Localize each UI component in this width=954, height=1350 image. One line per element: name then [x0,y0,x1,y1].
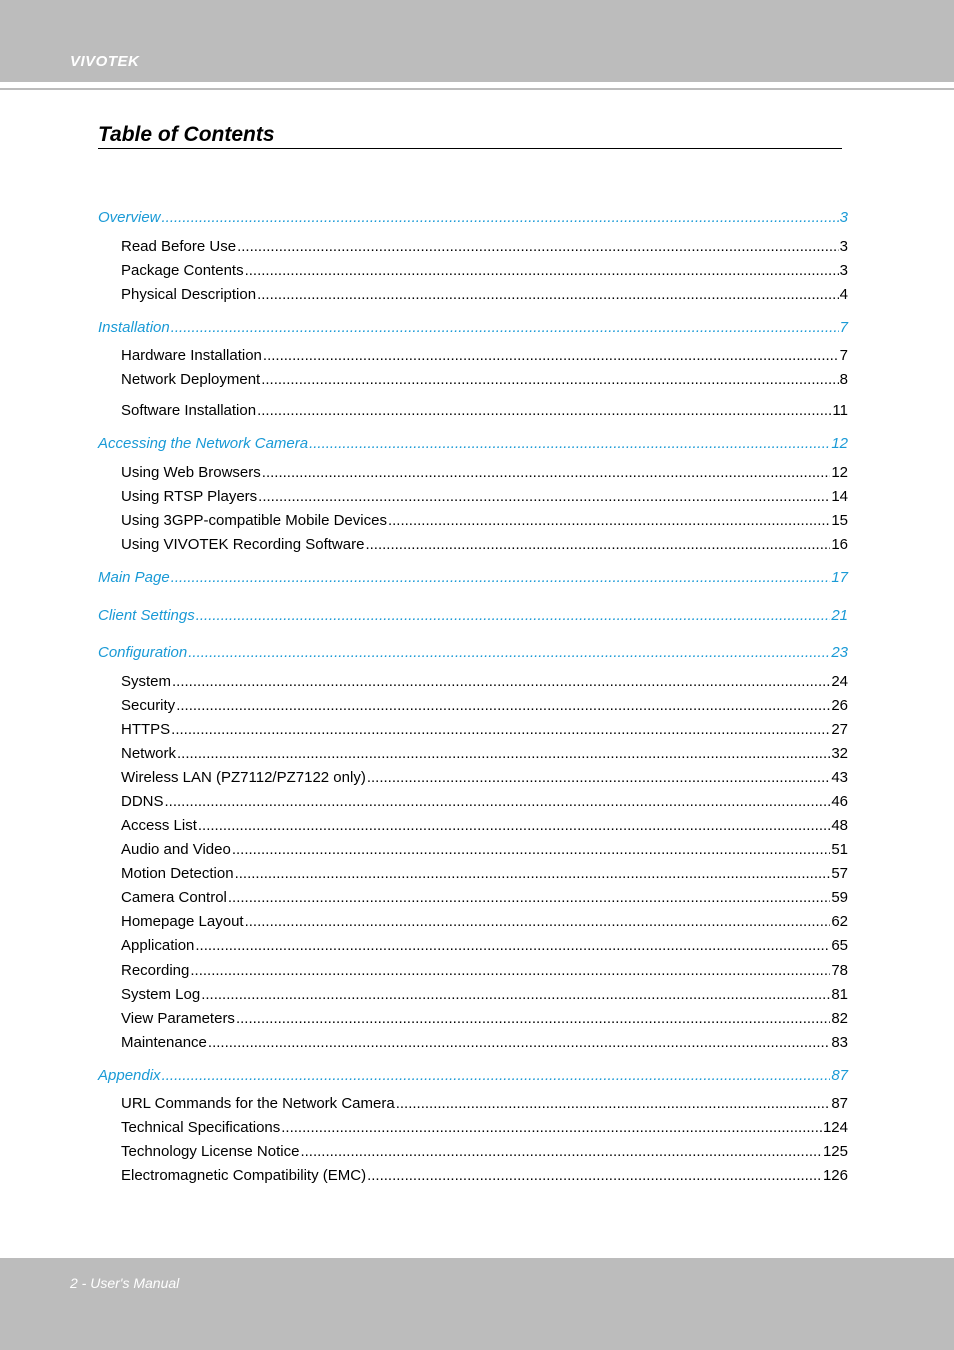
toc-page-number: 78 [831,962,848,979]
toc-page-number: 12 [831,435,848,452]
toc-page-number: 27 [831,721,848,738]
toc-entry-network[interactable] [121,744,848,764]
toc-entry-view-parameters[interactable] [121,1009,848,1029]
toc-entry-label: Network [121,745,177,762]
toc-entry-technical-specifications[interactable] [121,1118,848,1138]
toc-entry-label: System Log [121,986,201,1003]
toc-entry-label: Using RTSP Players [121,488,258,505]
dot-leader [245,261,839,281]
toc-entry-label: Main Page [98,569,170,586]
toc-entry-system[interactable] [121,672,848,692]
brand-logo-text: VIVOTEK [70,53,140,70]
dot-leader [396,1094,831,1114]
dot-leader [196,606,831,626]
dot-leader [281,1118,822,1138]
toc-entry-label: Motion Detection [121,865,234,882]
toc-entry-label: Configuration [98,644,188,661]
toc-entry-system-log[interactable] [121,985,848,1005]
toc-entry-using-web-browsers[interactable] [121,463,848,483]
toc-section-client-settings[interactable] [98,606,848,626]
toc-entry-label: Appendix [98,1067,161,1084]
toc-entry-network-deployment[interactable] [121,370,848,390]
toc-entry-maintenance[interactable] [121,1033,848,1053]
page-number-footer: 2 - User's Manual [70,1275,180,1291]
toc-page-number: 87 [831,1095,848,1112]
toc-page-number: 48 [831,817,848,834]
toc-entry-label: Installation [98,319,170,336]
dot-leader [309,434,830,454]
toc-entry-using-vivotek-recording-software[interactable] [121,535,848,555]
toc-page-number: 32 [831,745,848,762]
toc-page-number: 82 [831,1010,848,1027]
toc-entry-label: Using Web Browsers [121,464,261,481]
toc-page-number: 81 [831,986,848,1003]
header-divider [0,88,954,90]
toc-entry-physical-description[interactable] [121,285,848,305]
toc-entry-label: Package Contents [121,262,244,279]
toc-entry-label: Overview [98,209,161,226]
dot-leader [236,1009,830,1029]
toc-page-number: 7 [839,347,848,364]
dot-leader [171,318,839,338]
toc-entry-electromagnetic-compatibility-emc[interactable] [121,1166,848,1186]
dot-leader [263,346,839,366]
toc-entry-label: System [121,673,172,690]
toc-entry-technology-license-notice[interactable] [121,1142,848,1162]
toc-page-number: 51 [831,841,848,858]
toc-page-number: 124 [822,1119,848,1136]
toc-entry-label: Audio and Video [121,841,231,858]
toc-page-number: 3 [839,209,848,226]
toc-entry-hardware-installation[interactable] [121,346,848,366]
toc-entry-url-commands-for-the-network-camera[interactable] [121,1094,848,1114]
dot-leader [365,535,830,555]
toc-section-configuration[interactable] [98,643,848,663]
toc-page-number: 65 [831,937,848,954]
toc-page-number: 62 [831,913,848,930]
dot-leader [300,1142,822,1162]
toc-page-number: 87 [831,1067,848,1084]
toc-entry-label: Security [121,697,176,714]
toc-section-installation[interactable] [98,318,848,338]
toc-entry-label: HTTPS [121,721,171,738]
toc-entry-label: Physical Description [121,286,257,303]
toc-section-main-page[interactable] [98,568,848,588]
toc-page-number: 11 [832,402,848,419]
toc-entry-label: Hardware Installation [121,347,262,364]
dot-leader [198,816,830,836]
toc-page-number: 21 [831,607,848,624]
toc-entry-label: Application [121,937,195,954]
dot-leader [195,936,830,956]
toc-page-number: 126 [822,1167,848,1184]
toc-page-number: 83 [831,1034,848,1051]
toc-entry-label: Electromagnetic Compatibility (EMC) [121,1167,367,1184]
footer-bar [0,1258,954,1350]
dot-leader [245,912,831,932]
toc-page-number: 8 [839,371,848,388]
toc-entry-label: Camera Control [121,889,227,906]
toc-page-number: 15 [831,512,848,529]
toc-entry-camera-control[interactable] [121,888,848,908]
dot-leader [188,643,830,663]
toc-entry-application[interactable] [121,936,848,956]
toc-entry-access-list[interactable] [121,816,848,836]
dot-leader [228,888,830,908]
toc-entry-security[interactable] [121,696,848,716]
dot-leader [388,511,830,531]
toc-page-number: 43 [831,769,848,786]
toc-entry-https[interactable] [121,720,848,740]
toc-section-overview[interactable] [98,208,848,228]
toc-page-number: 26 [831,697,848,714]
dot-leader [367,1166,822,1186]
dot-leader [237,237,839,257]
toc-entry-wireless-lan-pz7112-pz7122-only[interactable] [121,768,848,788]
toc-entry-package-contents[interactable] [121,261,848,281]
page-title: Table of Contents [98,122,842,149]
toc-page-number: 16 [831,536,848,553]
toc-page-number: 24 [831,673,848,690]
toc-page-number: 46 [831,793,848,810]
toc-entry-software-installation[interactable] [121,401,848,421]
dot-leader [257,401,831,421]
toc-entry-homepage-layout[interactable] [121,912,848,932]
toc-page-number: 57 [831,865,848,882]
toc-entry-label: Recording [121,962,190,979]
toc-entry-label: Accessing the Network Camera [98,435,309,452]
toc-entry-read-before-use[interactable] [121,237,848,257]
toc-entry-ddns[interactable] [121,792,848,812]
toc-entry-label: Software Installation [121,402,257,419]
dot-leader [165,792,831,812]
toc-page-number: 4 [839,286,848,303]
toc-entry-motion-detection[interactable] [121,864,848,884]
dot-leader [162,208,839,228]
dot-leader [235,864,831,884]
dot-leader [208,1033,830,1053]
dot-leader [171,568,831,588]
dot-leader [257,285,839,305]
toc-entry-using-3gpp-compatible-mobile-devices[interactable] [121,511,848,531]
toc-entry-label: Read Before Use [121,238,237,255]
toc-page-number: 14 [831,488,848,505]
toc-page-number: 17 [831,569,848,586]
dot-leader [258,487,830,507]
toc-page-number: 3 [839,238,848,255]
toc-entry-label: Network Deployment [121,371,261,388]
toc-page-number: 12 [831,464,848,481]
toc-entry-label: URL Commands for the Network Camera [121,1095,395,1112]
toc-page-number: 59 [831,889,848,906]
toc-page-number: 125 [822,1143,848,1160]
dot-leader [201,985,830,1005]
dot-leader [177,744,830,764]
dot-leader [172,672,830,692]
dot-leader [162,1066,831,1086]
toc-entry-label: Technical Specifications [121,1119,281,1136]
toc-page-number: 3 [839,262,848,279]
toc-entry-using-rtsp-players[interactable] [121,487,848,507]
toc-page-number: 23 [831,644,848,661]
dot-leader [262,463,831,483]
toc-page-number: 7 [839,319,848,336]
dot-leader [261,370,838,390]
toc-entry-label: Maintenance [121,1034,207,1051]
toc-entry-audio-and-video[interactable] [121,840,848,860]
dot-leader [171,720,830,740]
toc-entry-label: Client Settings [98,607,195,624]
dot-leader [232,840,830,860]
toc-entry-label: View Parameters [121,1010,235,1027]
toc-section-accessing-the-network-camera[interactable] [98,434,848,454]
toc-entry-recording[interactable] [121,961,848,981]
toc-entry-label: Using 3GPP-compatible Mobile Devices [121,512,387,529]
toc-entry-label: DDNS [121,793,164,810]
toc-section-appendix[interactable] [98,1066,848,1086]
dot-leader [176,696,830,716]
toc-entry-label: Using VIVOTEK Recording Software [121,536,365,553]
header-bar [0,0,954,82]
toc-entry-label: Access List [121,817,197,834]
dot-leader [190,961,830,981]
dot-leader [367,768,830,788]
toc-entry-label: Wireless LAN (PZ7112/PZ7122 only) [121,769,366,786]
toc-entry-label: Technology License Notice [121,1143,300,1160]
toc-entry-label: Homepage Layout [121,913,244,930]
